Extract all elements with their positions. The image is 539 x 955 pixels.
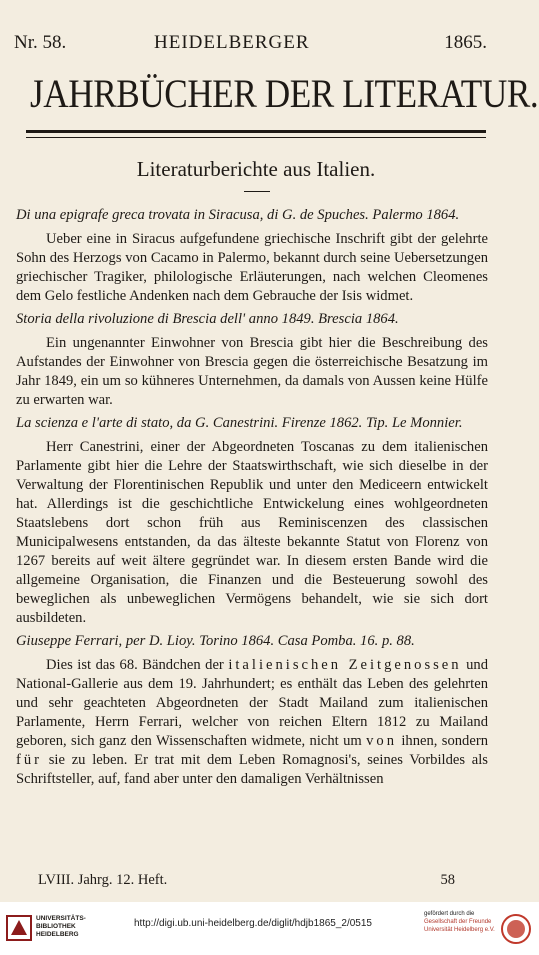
journal-name: HEIDELBERGER xyxy=(154,32,310,53)
journal-title: JAHRBÜCHER DER LITERATUR. xyxy=(30,71,539,116)
library-logo-icon[interactable] xyxy=(6,915,32,941)
entry-citation: Storia della rivoluzione di Brescia dell' anno 1849. Brescia 1864. xyxy=(16,311,399,327)
body-text xyxy=(16,206,488,793)
signature-mark: LVIII. Jahrg. 12. Heft. xyxy=(38,872,168,888)
university-seal-icon[interactable] xyxy=(501,914,531,944)
title-rule-thick xyxy=(26,130,486,133)
entry-citation: La scienza e l'arte di stato, da G. Canestrini. Firenze 1862. Tip. Le Monnier. xyxy=(16,415,463,431)
entry-citation: Di una epigrafe greca trovata in Siracusa, di G. de Spuches. Palermo 1864. xyxy=(16,207,460,223)
entry-paragraph: Dies ist das 68. Bändchen der italienischen Zeitgenossen und National-Gallerie aus dem 19. Jahrhundert; es enthält das Leben des gelehrten und sehr geachteten Abgeordneten der Stadt Mailand zum italienischen Parlamente, Herrn Ferrari, welcher von reichen Eltern 1812 zu Mailand geboren, sich ganz den Wissenschaften widmete, nicht um von ihnen, sondern für sie zu leben. Er trat mit dem Leben Romagnosi's, seines Vorbildes als Schriftsteller, auf, fand aber unter den damaligen Verhältnissen xyxy=(16,657,488,787)
spaced-emphasis: von xyxy=(366,733,397,749)
viewer-footer-bar xyxy=(0,902,539,955)
section-divider xyxy=(244,191,270,192)
entry-citation: Giuseppe Ferrari, per D. Lioy. Torino 1864. Casa Pomba. 16. p. 88. xyxy=(16,633,415,649)
issue-number: Nr. 58. xyxy=(14,32,67,53)
library-logo-text: UNIVERSITÄTS- BIBLIOTHEK HEIDELBERG xyxy=(36,915,86,938)
entry-paragraph: Ein ungenannter Einwohner von Brescia gibt hier die Beschreibung des Aufstandes der Einwohner von Brescia gegen die österreichische Besatzung im Jahr 1849, ein um so kühneres Unternehmen, da damals von Aussen keine Hülfe zu erwarten war. xyxy=(16,335,488,408)
page-footer xyxy=(38,872,487,892)
title-rule-thin xyxy=(26,137,486,138)
spaced-emphasis: italienischen Zeitgenossen xyxy=(228,657,462,673)
entry-paragraph: Herr Canestrini, einer der Abgeordneten Toscanas zu dem italienischen Parlamente gibt hier die Lehre der Staatswirthschaft, wie sich dieselbe in der Verwaltung der Florentinischen Republik und unter den Mediceern entwickelt hat. Allerdings ist die geschichtliche Entwickelung eines wohlgeordneten Staatslebens dort schon früh aus Reminiscenzen des classischen Municipalwesens entstanden, da das älteste bekannte Statut von Florenz von 1267 bereits auf weit ältere gegründet war. In diesem ersten Bande wird die allgemeine Organisation, die Finanzen und die Besteuerung sowohl des beweglichen als unbeweglichen Vermögens behandelt, wie sie sich dort ausbildeten. xyxy=(16,439,488,626)
spaced-emphasis: für xyxy=(16,752,43,768)
entry-paragraph: Ueber eine in Siracus aufgefundene griechische Inschrift gibt der gelehrte Sohn des Herzogs von Cacamo in Palermo, bekannt durch seine Uebersetzungen griechischer Tragiker, philologische Erläuterungen, nach welchen Cleomenes dem Gelo festliche Andenken nach dem Gebrauche der Isis widmet. xyxy=(16,231,488,304)
page-number: 58 xyxy=(440,872,455,888)
section-title: Literaturberichte aus Italien. xyxy=(136,157,376,181)
running-header xyxy=(14,30,487,60)
permalink-url[interactable]: http://digi.ub.uni-heidelberg.de/diglit/hdjb1865_2/0515 xyxy=(134,918,372,929)
issue-year: 1865. xyxy=(444,32,487,53)
funding-note: gefördert durch die Gesellschaft der Freunde Universität Heidelberg e.V. xyxy=(424,911,495,933)
